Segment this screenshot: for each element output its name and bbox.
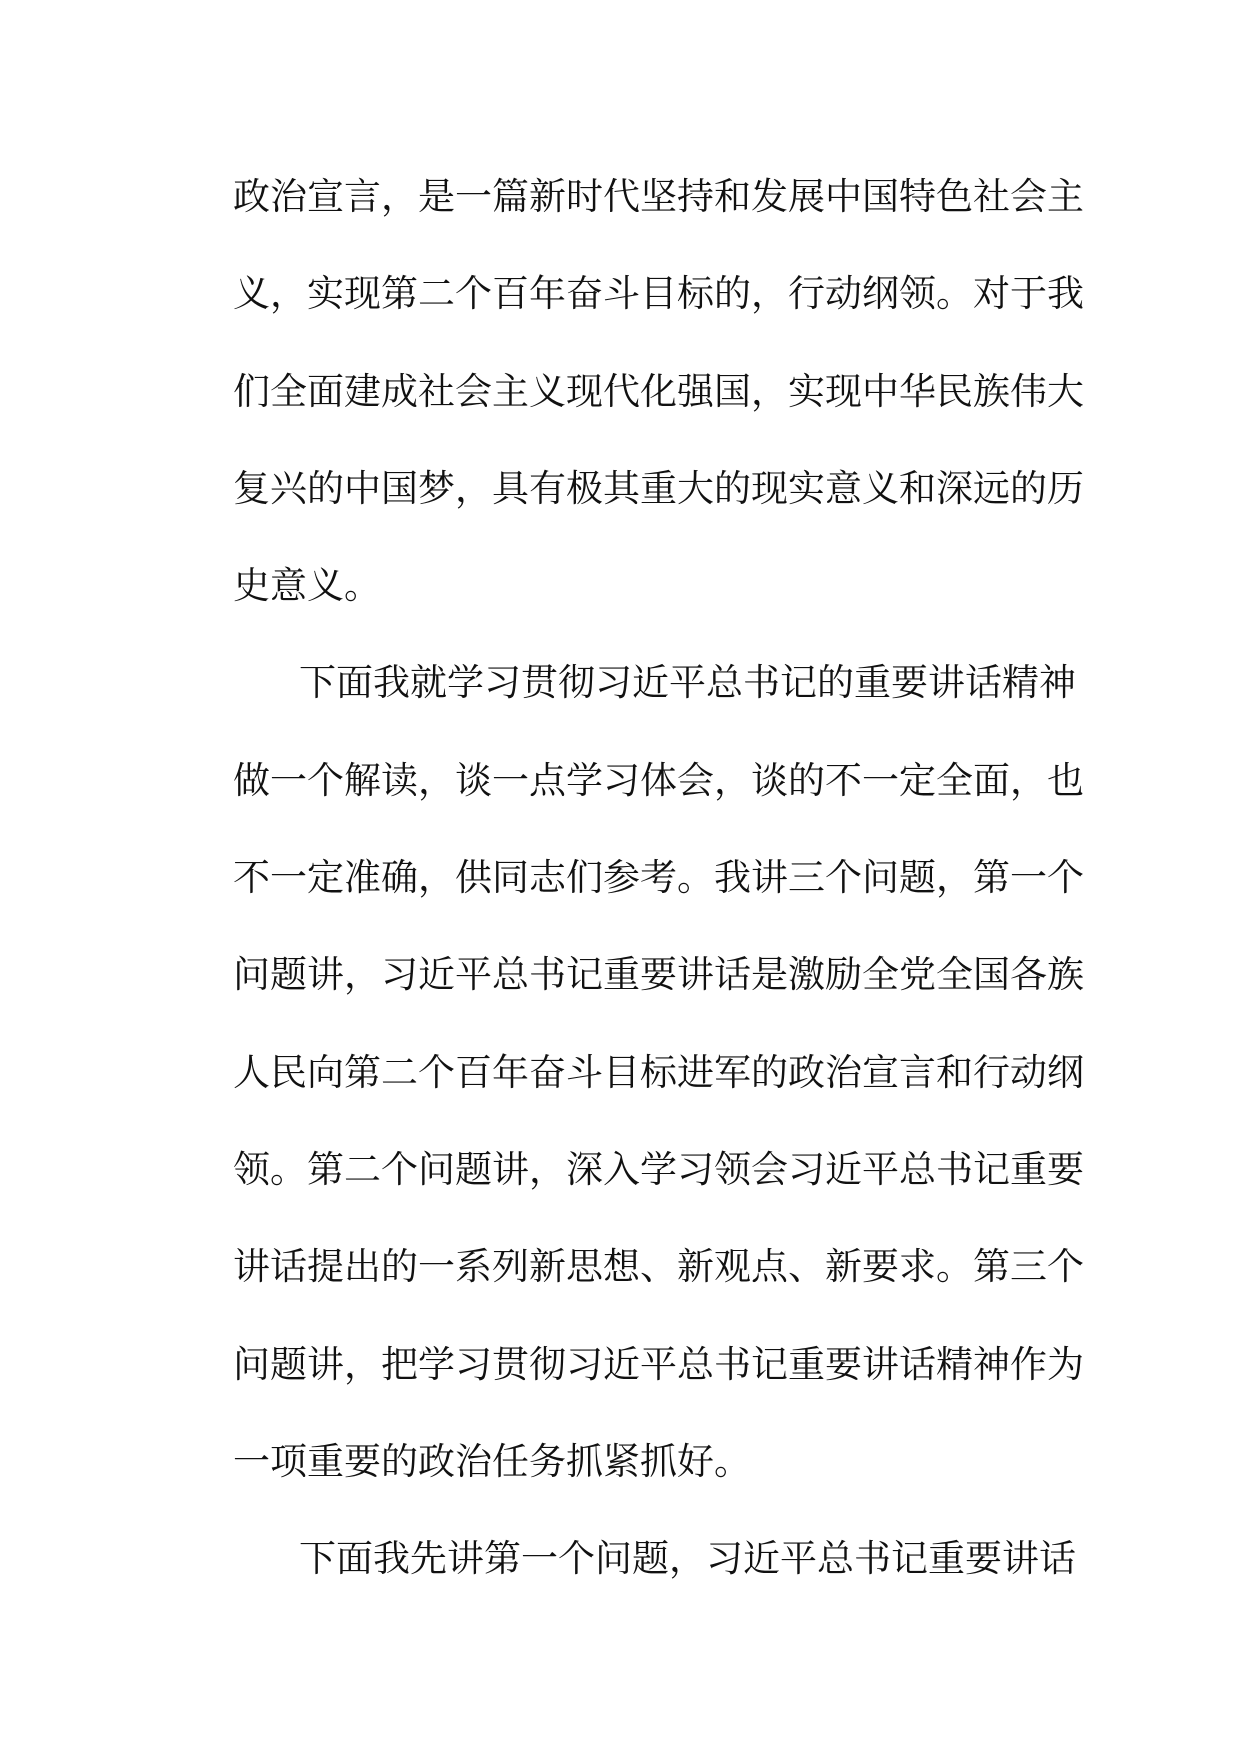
text-line: 一项重要的政治任务抓紧抓好。 [233, 1439, 751, 1483]
text-line: 做一个解读，谈一点学习体会，谈的不一定全面，也 [233, 758, 1084, 802]
text-line: 讲话提出的一系列新思想、新观点、新要求。第三个 [233, 1245, 1084, 1289]
text-line: 问题讲，习近平总书记重要讲话是激励全党全国各族 [233, 953, 1084, 997]
text-line: 复兴的中国梦，具有极其重大的现实意义和深远的历 [233, 466, 1084, 510]
text-line: 人民向第二个百年奋斗目标进军的政治宣言和行动纲 [233, 1050, 1084, 1094]
text-line: 史意义。 [233, 564, 381, 608]
text-line: 不一定准确，供同志们参考。我讲三个问题，第一个 [233, 856, 1084, 900]
document-body [233, 148, 1084, 1607]
text-line: 问题讲，把学习贯彻习近平总书记重要讲话精神作为 [233, 1342, 1084, 1386]
text-line: 义，实现第二个百年奋斗目标的，行动纲领。对于我 [233, 272, 1084, 316]
paragraph-first-line: 下面我先讲第一个问题，习近平总书记重要讲话 [299, 1537, 1076, 1581]
paragraph-first-line: 下面我就学习贯彻习近平总书记的重要讲话精神 [299, 661, 1076, 705]
text-line: 政治宣言，是一篇新时代坚持和发展中国特色社会主 [233, 175, 1084, 218]
text-line: 们全面建成社会主义现代化强国，实现中华民族伟大 [233, 369, 1084, 413]
text-line: 领。第二个问题讲，深入学习领会习近平总书记重要 [233, 1147, 1084, 1191]
